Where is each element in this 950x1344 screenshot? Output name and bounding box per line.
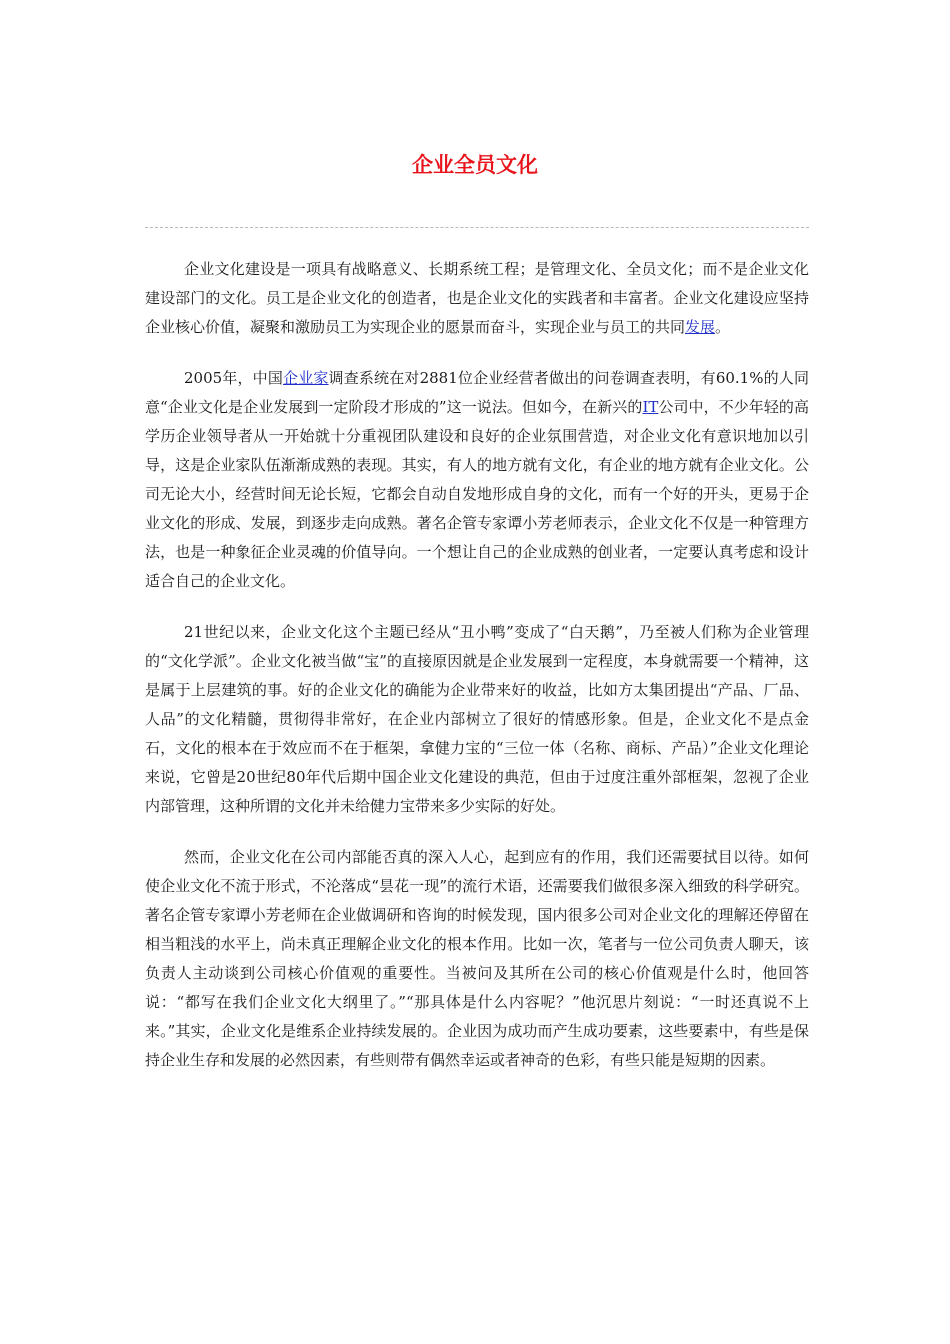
paragraph-text: 企业文化建设是一项具有战略意义、长期系统工程；是管理文化、全员文化；而不是企业文化建设部门的文化。员工是企业文化的创造者，也是企业文化的实践者和丰富者。企业文化建设应坚持企业核心价值，凝聚和激励员工为实现企业的愿景而奋斗，实现企业与员工的共同 xyxy=(145,260,809,336)
paragraph-text: 调查系统在对2881位企业经营者做出的问卷调查表明，有60.1%的人同意“企业文化是企业发展到一定阶段才形成的”这一说法。但如今，在新兴的 xyxy=(145,369,809,416)
paragraph-1 xyxy=(145,255,809,342)
page-title: 企业全员文化 xyxy=(412,153,538,177)
paragraph-text: 。 xyxy=(715,318,731,336)
paragraph-4 xyxy=(145,843,809,1075)
paragraph-text: 然而，企业文化在公司内部能否真的深入人心，起到应有的作用，我们还需要拭目以待。如何使企业文化不流于形式，不沦落成“昙花一现”的流行术语，还需要我们做很多深入细致的科学研究。著名企管专家谭小芳老师在企业做调研和咨询的时候发现，国内很多公司对企业文化的理解还停留在相当粗浅的水平上，尚未真正理解企业文化的根本作用。比如一次，笔者与一位公司负责人聊天，该负责人主动谈到公司核心价值观的重要性。当被问及其所在公司的核心价值观是什么时，他回答说：“都写在我们企业文化大纲里了。”“那具体是什么内容呢？”他沉思片刻说：“一时还真说不上来。”其实，企业文化是维系企业持续发展的。企业因为成功而产生成功要素，这些要素中，有些是保持企业生存和发展的必然因素，有些则带有偶然幸运或者神奇的色彩，有些只能是短期的因素。 xyxy=(145,848,809,1069)
link-development[interactable]: 发展 xyxy=(685,318,716,336)
paragraph-text: 21世纪以来，企业文化这个主题已经从“丑小鸭”变成了“白天鹅”，乃至被人们称为企业管理的“文化学派”。企业文化被当做“宝”的直接原因就是企业发展到一定程度，本身就需要一个精神，这是属于上层建筑的事。好的企业文化的确能为企业带来好的收益，比如方太集团提出“产品、厂品、人品”的文化精髓，贯彻得非常好，在企业内部树立了很好的情感形象。但是，企业文化不是点金石，文化的根本在于效应而不在于框架，拿健力宝的“三位一体（名称、商标、产品）”企业文化理论来说，它曾是20世纪80年代后期中国企业文化建设的典范，但由于过度注重外部框架，忽视了企业内部管理，这种所谓的文化并未给健力宝带来多少实际的好处。 xyxy=(145,623,809,815)
paragraph-text: 2005年，中国 xyxy=(184,369,284,387)
article-body xyxy=(145,255,809,1097)
paragraph-2 xyxy=(145,364,809,596)
paragraph-3 xyxy=(145,618,809,821)
link-it[interactable]: IT xyxy=(642,398,659,416)
dashed-divider xyxy=(145,227,809,228)
link-entrepreneur[interactable]: 企业家 xyxy=(283,369,329,387)
paragraph-text: 公司中，不少年轻的高学历企业领导者从一开始就十分重视团队建设和良好的企业氛围营造，对企业文化有意识地加以引导，这是企业家队伍渐渐成熟的表现。其实，有人的地方就有文化，有企业的地方就有企业文化。公司无论大小，经营时间无论长短，它都会自动自发地形成自身的文化，而有一个好的开头，更易于企业文化的形成、发展，到逐步走向成熟。著名企管专家谭小芳老师表示，企业文化不仅是一种管理方法，也是一种象征企业灵魂的价值导向。一个想让自己的企业成熟的创业者，一定要认真考虑和设计适合自己的企业文化。 xyxy=(145,398,809,590)
